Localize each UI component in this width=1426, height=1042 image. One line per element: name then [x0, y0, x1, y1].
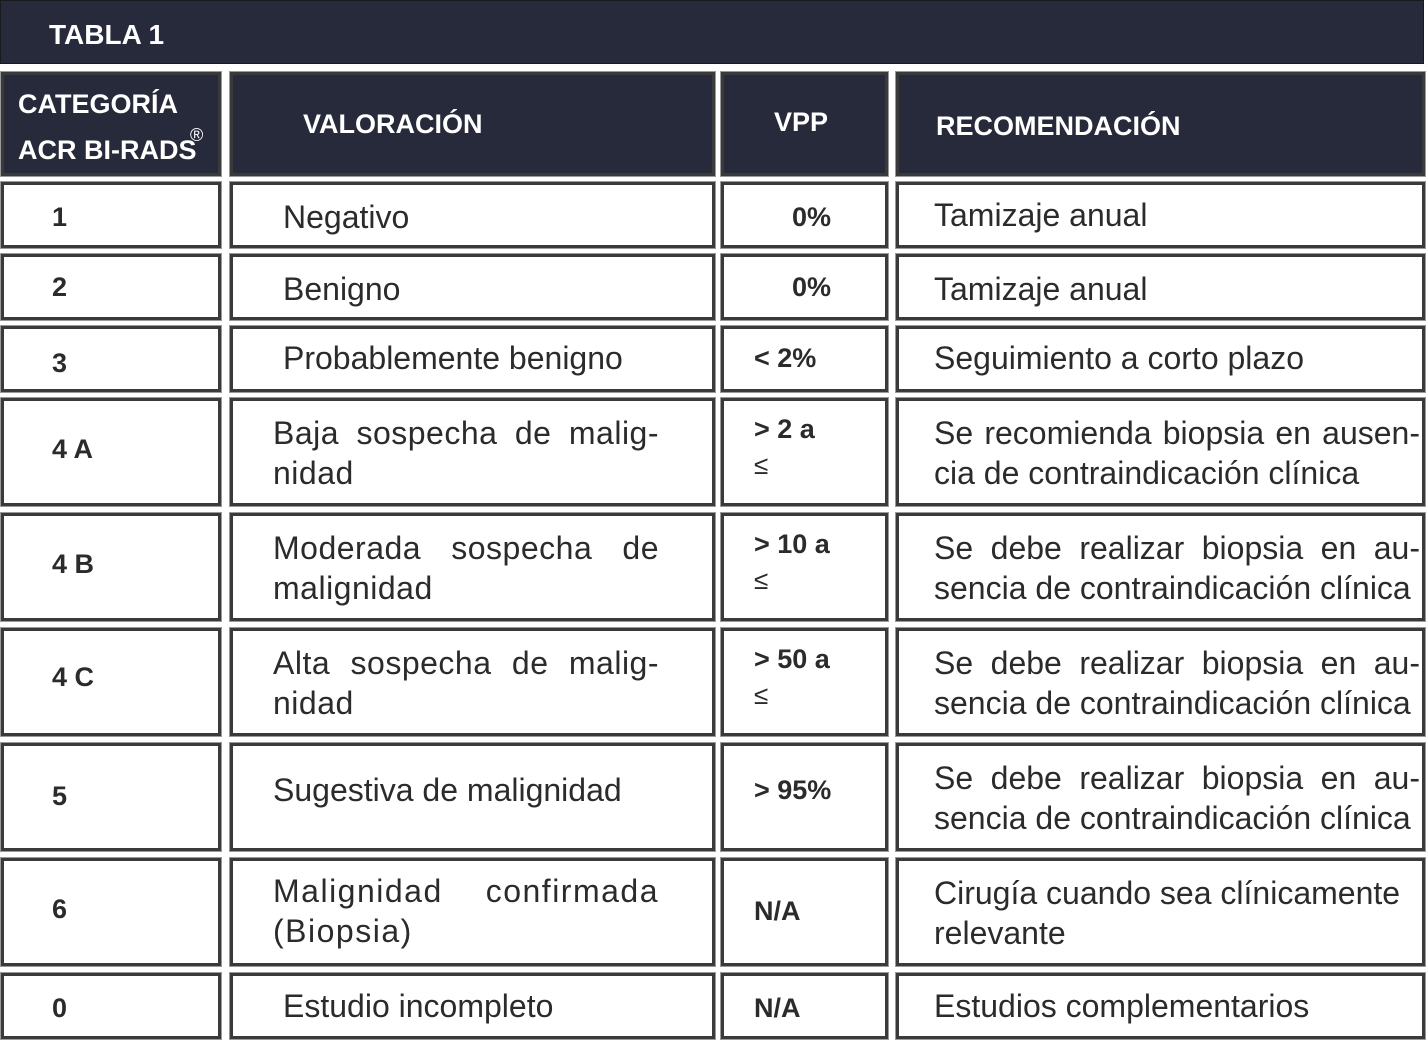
assessment-cell	[230, 973, 715, 1039]
recommendation-cell	[896, 513, 1425, 621]
assessment-cell	[230, 254, 715, 320]
table-title: TABLA 1	[49, 19, 165, 50]
ppv-value: 0%	[792, 202, 832, 232]
recommendation-cell	[896, 858, 1425, 966]
ppv-cell	[721, 858, 888, 966]
assessment-value: Probablemente benigno	[283, 340, 623, 376]
category-value: 4 B	[52, 549, 95, 579]
ppv-cell	[721, 628, 888, 736]
category-cell	[1, 628, 221, 736]
category-cell	[1, 743, 221, 851]
assessment-cell	[230, 858, 715, 966]
ppv-cell	[721, 973, 888, 1039]
assessment-value: Sugestiva de malignidad	[273, 772, 622, 808]
ppv-value: N/A	[754, 993, 801, 1023]
assessment-cell	[230, 182, 715, 248]
registered-mark: ®	[190, 125, 204, 145]
category-cell	[1, 182, 221, 248]
ppv-group	[754, 641, 830, 713]
ppv-value: > 10 a	[754, 529, 830, 559]
header-assessment-label: VALORACIÓN	[303, 109, 483, 139]
header-category-line2: ACR BI-RADS	[18, 135, 197, 165]
ppv-value: > 2 a	[754, 414, 815, 444]
category-value: 0	[52, 993, 68, 1023]
assessment-value: Baja sospecha de malig-nidad	[273, 415, 659, 491]
assessment-cell	[230, 326, 715, 392]
header-assessment	[230, 72, 715, 176]
header-recommendation-label: RECOMENDACIÓN	[936, 111, 1181, 141]
recommendation-cell	[896, 398, 1425, 506]
assessment-cell	[230, 743, 715, 851]
category-value: 5	[52, 781, 68, 811]
category-cell	[1, 398, 221, 506]
recommendation-value: Se debe realizar biopsia en au-sencia de contraindicación clínica	[934, 530, 1420, 606]
assessment-value: Moderada sospecha de malignidad	[273, 530, 659, 606]
assessment-cell	[230, 513, 715, 621]
ppv-cell	[721, 254, 888, 320]
category-value: 4 C	[52, 662, 95, 692]
category-value: 3	[52, 348, 68, 378]
header-ppv	[721, 72, 888, 176]
category-cell	[1, 254, 221, 320]
ppv-cell	[721, 398, 888, 506]
category-cell	[1, 858, 221, 966]
ppv-value: N/A	[754, 896, 801, 926]
category-value: 6	[52, 894, 68, 924]
category-cell	[1, 973, 221, 1039]
recommendation-value: Se debe realizar biopsia en au-sencia de contraindicación clínica	[934, 645, 1420, 721]
recommendation-cell	[896, 743, 1425, 851]
assessment-cell	[230, 398, 715, 506]
table-title-bar	[0, 0, 1424, 64]
ppv-cell	[721, 743, 888, 851]
ppv-value: < 2%	[754, 343, 817, 373]
recommendation-cell	[896, 326, 1425, 392]
header-category	[1, 72, 221, 176]
ppv-cell	[721, 326, 888, 392]
header-ppv-label: VPP	[774, 107, 829, 137]
recommendation-cell	[896, 254, 1425, 320]
recommendation-value: Cirugía cuando sea clínicamente relevante	[934, 875, 1401, 951]
assessment-value: Malignidad confirmada (Biopsia)	[273, 873, 659, 949]
assessment-value: Benigno	[283, 271, 401, 307]
recommendation-value: Seguimiento a corto plazo	[934, 340, 1304, 376]
recommendation-cell	[896, 628, 1425, 736]
assessment-cell	[230, 628, 715, 736]
category-value: 2	[52, 272, 68, 302]
recommendation-cell	[896, 973, 1425, 1039]
ppv-cell	[721, 182, 888, 248]
category-value: 1	[52, 202, 68, 232]
ppv-group	[754, 411, 815, 483]
assessment-value: Estudio incompleto	[283, 988, 554, 1024]
ppv-group	[754, 526, 830, 598]
assessment-value: Negativo	[283, 199, 410, 235]
header-recommendation	[896, 72, 1425, 176]
recommendation-value: Estudios complementarios	[934, 988, 1310, 1024]
ppv-extra-glyph: ≤	[754, 680, 769, 710]
category-cell	[1, 513, 221, 621]
category-cell	[1, 326, 221, 392]
ppv-value: > 50 a	[754, 644, 830, 674]
ppv-cell	[721, 513, 888, 621]
assessment-value: Alta sospecha de malig-nidad	[273, 645, 659, 721]
ppv-extra-glyph: ≤	[754, 565, 769, 595]
recommendation-value: Tamizaje anual	[934, 197, 1148, 233]
recommendation-value: Se debe realizar biopsia en au-sencia de contraindicación clínica	[934, 760, 1420, 836]
recommendation-value: Tamizaje anual	[934, 271, 1148, 307]
recommendation-cell	[896, 182, 1425, 248]
recommendation-value: Se recomienda biopsia en ausen-cia de contraindicación clínica	[934, 415, 1420, 491]
ppv-extra-glyph: ≤	[754, 450, 769, 480]
ppv-value: 0%	[792, 272, 832, 302]
header-category-line1: CATEGORÍA	[18, 89, 178, 119]
category-value: 4 A	[52, 434, 94, 464]
ppv-value: > 95%	[754, 775, 832, 805]
